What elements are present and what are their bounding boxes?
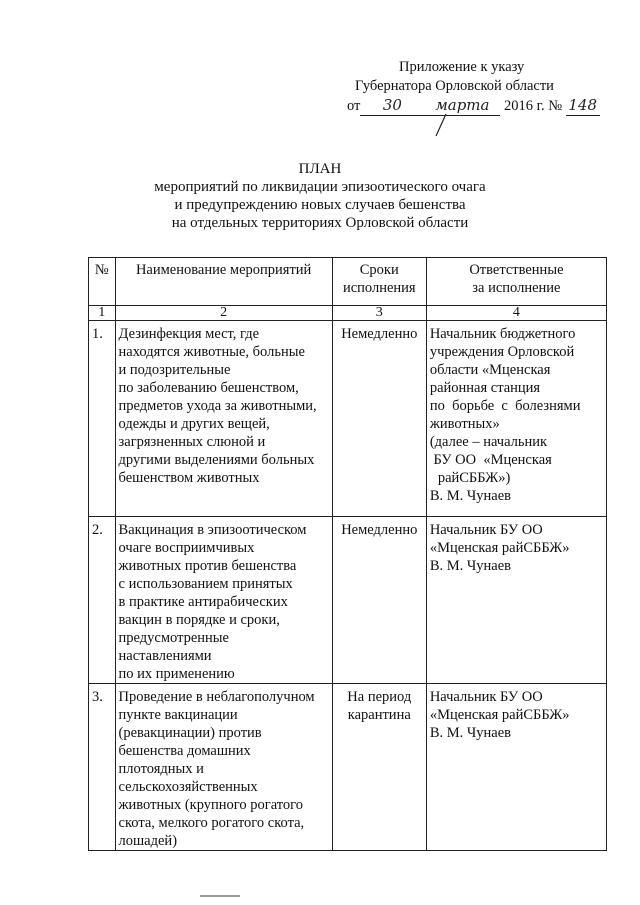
term-line: карантина (347, 707, 411, 723)
term-line: Немедленно (341, 522, 418, 538)
header-term (332, 258, 426, 306)
row-term (332, 321, 426, 517)
appendix-block (347, 58, 605, 116)
measure-line: бешенством животных (118, 470, 260, 486)
row-responsible (426, 684, 606, 851)
measure-line: плотоядных и (118, 761, 204, 777)
scan-artifact-mark (200, 895, 240, 897)
responsible-line: районная станция (429, 380, 541, 396)
measure-line: животных (крупного рогатого (118, 797, 303, 813)
responsible-line: В. М. Чунаев (429, 558, 512, 574)
responsible-line: Начальник БУ ОО (429, 689, 543, 705)
responsible-line: «Мценская райСББЖ» (429, 540, 570, 556)
table-row (89, 517, 607, 684)
header-measure: Наименование мероприятий (115, 258, 332, 306)
pen-stroke-mark (432, 112, 452, 138)
responsible-line: животных» (429, 416, 500, 432)
responsible-line: учреждения Орловской (429, 344, 575, 360)
row-num: 1. (89, 321, 116, 517)
term-line: Немедленно (341, 326, 418, 342)
measure-line: пункте вакцинации (118, 707, 238, 723)
responsible-line: В. М. Чунаев (429, 488, 512, 504)
row-measure (115, 684, 332, 851)
row-num: 3. (89, 684, 116, 851)
plan-table (88, 257, 607, 851)
header-num: № (89, 258, 116, 306)
measure-line: предусмотренные (118, 630, 229, 646)
term-line: На период (347, 689, 412, 705)
appendix-year: 2016 г. № (504, 98, 563, 114)
row-num: 2. (89, 517, 116, 684)
responsible-line: «Мценская райСББЖ» (429, 707, 570, 723)
responsible-line: В. М. Чунаев (429, 725, 512, 741)
table-header-row (89, 258, 607, 306)
measure-line: предметов ухода за животными, (118, 398, 317, 414)
measure-line: очаге восприимчивых (118, 540, 255, 556)
measure-line: Дезинфекция мест, где (118, 326, 260, 342)
appendix-from: от (347, 98, 361, 114)
table-row (89, 321, 607, 517)
measure-line: загрязненных слюной и (118, 434, 266, 450)
measure-line: животных против бешенства (118, 558, 297, 574)
header-responsible-line2: за исполнение (472, 280, 561, 296)
measure-line: в практике антирабических (118, 594, 288, 610)
header-term-line2: исполнения (342, 280, 416, 296)
measure-line: наставлениями (118, 648, 212, 664)
measure-line: скота, мелкого рогатого скота, (118, 815, 305, 831)
appendix-line2: Губернатора Орловской области (355, 78, 554, 94)
table-row (89, 684, 607, 851)
row-responsible (426, 517, 606, 684)
handwritten-month: марта (424, 96, 500, 116)
responsible-line: Начальник БУ ОО (429, 522, 543, 538)
measure-line: Вакцинация в эпизоотическом (118, 522, 307, 538)
title-line1: мероприятий по ликвидации эпизоотического очага (154, 179, 486, 195)
measure-line: сельскохозяйственных (118, 779, 258, 795)
header-responsible (426, 258, 606, 306)
header-responsible-line1: Ответственные (469, 262, 564, 278)
measure-line: лошадей) (118, 833, 178, 849)
responsible-line: (далее – начальник (429, 434, 548, 450)
measure-line: с использованием принятых (118, 576, 293, 592)
column-number-row (89, 306, 607, 321)
col-number: 2 (115, 306, 332, 321)
responsible-line: райСББЖ») (437, 470, 511, 486)
responsible-line: области «Мценская (429, 362, 551, 378)
measure-line: по заболеванию бешенством, (118, 380, 299, 396)
measure-line: вакцин в порядке и сроки, (118, 612, 280, 628)
measure-line: бешенства домашних (118, 743, 251, 759)
measure-line: (ревакцинации) против (118, 725, 262, 741)
measure-line: Проведение в неблагополучном (118, 689, 315, 705)
appendix-date-line (347, 96, 605, 116)
measure-line: и подозрительные (118, 362, 231, 378)
measure-line: одежды и других вещей, (118, 416, 270, 432)
handwritten-date: 30 (360, 96, 424, 116)
col-number: 4 (426, 306, 606, 321)
col-number: 1 (89, 306, 116, 321)
responsible-line: Начальник бюджетного (429, 326, 576, 342)
appendix-line1: Приложение к указу (399, 59, 525, 75)
row-term (332, 517, 426, 684)
responsible-line: БУ ОО «Мценская (429, 452, 552, 468)
title-line3: на отдельных территориях Орловской области (171, 215, 469, 231)
title-heading: ПЛАН (298, 161, 342, 177)
header-term-line1: Сроки (359, 262, 399, 278)
document-title (0, 160, 640, 232)
handwritten-number: 148 (566, 96, 600, 116)
measure-line: по их применению (118, 666, 235, 682)
row-term (332, 684, 426, 851)
row-responsible (426, 321, 606, 517)
row-measure (115, 321, 332, 517)
row-measure (115, 517, 332, 684)
measure-line: другими выделениями больных (118, 452, 315, 468)
title-line2: и предупреждению новых случаев бешенства (174, 197, 466, 213)
responsible-line: по борьбе с болезнями (429, 398, 581, 414)
col-number: 3 (332, 306, 426, 321)
measure-line: находятся животные, больные (118, 344, 305, 360)
